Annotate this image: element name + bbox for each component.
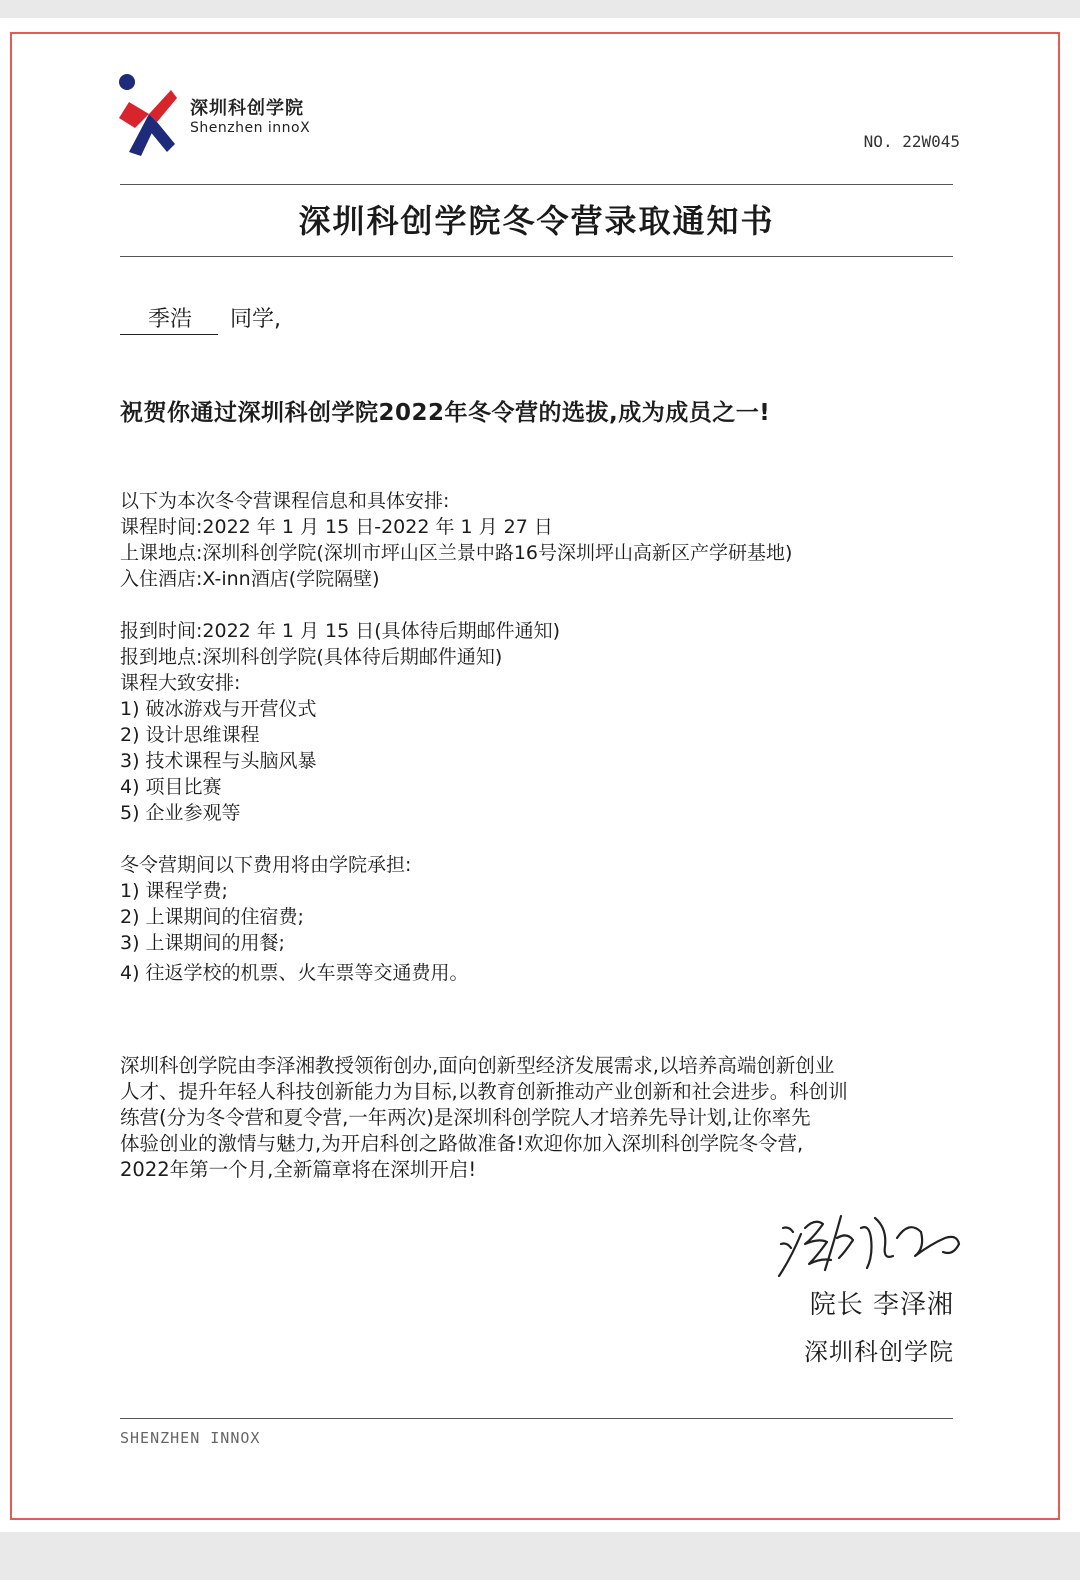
costs-block (120, 852, 469, 986)
list-item: 4) 项目比赛 (120, 776, 222, 798)
list-item: 1) 课程学费; (120, 880, 228, 902)
schedule-intro: 以下为本次冬令营课程信息和具体安排: (120, 490, 450, 512)
letter-title: 深圳科创学院冬令营录取通知书 (298, 202, 775, 240)
paragraph-line: 深圳科创学院由李泽湘教授领衔创办,面向创新型经济发展需求,以培养高端创新创业 (120, 1054, 835, 1077)
handwritten-signature (775, 1198, 965, 1288)
greeting-suffix: 同学, (230, 307, 282, 332)
paragraph-line: 人才、提升年轻人科技创新能力为目标,以教育创新推动产业创新和社会进步。科创训 (120, 1080, 848, 1103)
letter-sheet (0, 18, 1080, 1534)
org-name-cn: 深圳科创学院 (190, 98, 304, 119)
list-item: 3) 技术课程与头脑风暴 (120, 750, 317, 772)
signatory-name: 院长 李泽湘 (809, 1290, 954, 1320)
schedule-block (120, 488, 792, 592)
paragraph-line: 体验创业的激情与魅力,为开启科创之路做准备!欢迎你加入深圳科创学院冬令营, (120, 1132, 804, 1155)
arrangement-heading: 课程大致安排: (120, 672, 241, 694)
registration-place: 报到地点:深圳科创学院(具体待后期邮件通知) (120, 646, 503, 668)
footer-text: SHENZHEN INNOX (120, 1429, 261, 1447)
list-item: 3) 上课期间的用餐; (120, 932, 285, 954)
innox-logo-icon (113, 72, 183, 162)
course-time: 课程时间:2022 年 1 月 15 日-2022 年 1 月 27 日 (120, 516, 553, 538)
org-name-en: Shenzhen innoX (190, 120, 311, 136)
intro-paragraph (120, 1053, 955, 1183)
signatory-org: 深圳科创学院 (804, 1338, 954, 1366)
paragraph-line: 2022年第一个月,全新篇章将在深圳开启! (120, 1158, 477, 1181)
document-number: NO. 22W045 (863, 132, 960, 151)
list-item: 4) 往返学校的机票、火车票等交通费用。 (120, 962, 469, 984)
paragraph-line: 练营(分为冬令营和夏令营,一年两次)是深圳科创学院人才培养先导计划,让你率先 (120, 1106, 811, 1129)
title-top-rule (120, 184, 953, 185)
list-item: 2) 设计思维课程 (120, 724, 260, 746)
costs-heading: 冬令营期间以下费用将由学院承担: (120, 854, 412, 876)
list-item: 5) 企业参观等 (120, 802, 241, 824)
registration-time: 报到时间:2022 年 1 月 15 日(具体待后期邮件通知) (120, 620, 561, 642)
bottom-strip (0, 1532, 1080, 1580)
footer-rule (120, 1418, 953, 1419)
list-item: 2) 上课期间的住宿费; (120, 906, 304, 928)
hotel: 入住酒店:X-inn酒店(学院隔壁) (120, 568, 380, 590)
title-bottom-rule (120, 256, 953, 257)
list-item: 1) 破冰游戏与开营仪式 (120, 698, 317, 720)
registration-block (120, 618, 560, 826)
course-location: 上课地点:深圳科创学院(深圳市坪山区兰景中路16号深圳坪山高新区产学研基地) (120, 542, 793, 564)
student-name: 季浩 (120, 306, 218, 335)
congratulations-line: 祝贺你通过深圳科创学院2022年冬令营的选拔,成为成员之一! (120, 400, 771, 426)
greeting (120, 302, 281, 335)
